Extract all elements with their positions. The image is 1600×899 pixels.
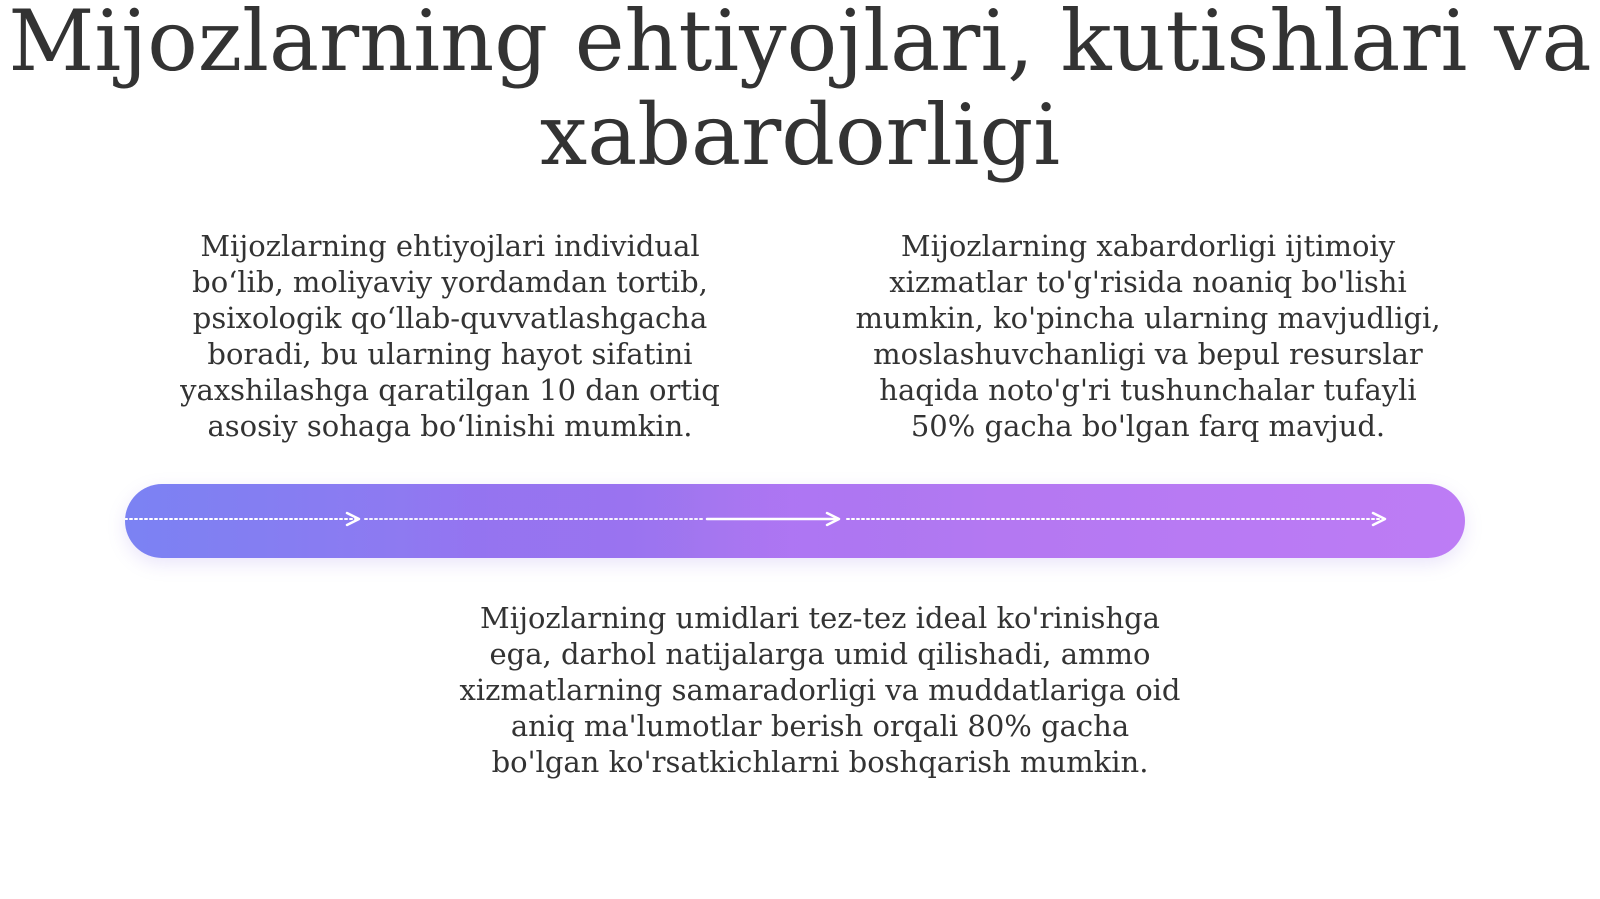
text-block-client-awareness: Mijozlarning xabardorligi ijtimoiy xizmatlar to'g'risida noaniq bo'lishi mumkin, ko'pincha ularning mavjudligi, moslashuvchanligi va bepul resurslar haqida noto'g'ri tushunchalar tufayli 50% gacha bo'lgan farq mavjud. — [855, 229, 1441, 443]
slide-title: Mijozlarning ehtiyojlari, kutishlari va xabardorligi — [8, 0, 1592, 184]
timeline-arrows — [125, 484, 1465, 558]
timeline-bar — [125, 484, 1465, 558]
text-block-client-expectations: Mijozlarning umidlari tez-tez ideal ko'rinishga ega, darhol natijalarga umid qilishadi, ammo xizmatlarning samaradorligi va muddatlariga oid aniq ma'lumotlar berish orqali 80% gacha bo'lgan ko'rsatkichlarni boshqarish mumkin. — [459, 601, 1181, 779]
text-block-client-needs: Mijozlarning ehtiyojlari individual bo‘lib, moliyaviy yordamdan tortib, psixologik qo‘llab-quvvatlashgacha boradi, bu ularning hayot sifatini yaxshilashga qaratilgan 10 dan ortiq asosiy sohaga bo‘linishi mumkin. — [180, 229, 720, 443]
